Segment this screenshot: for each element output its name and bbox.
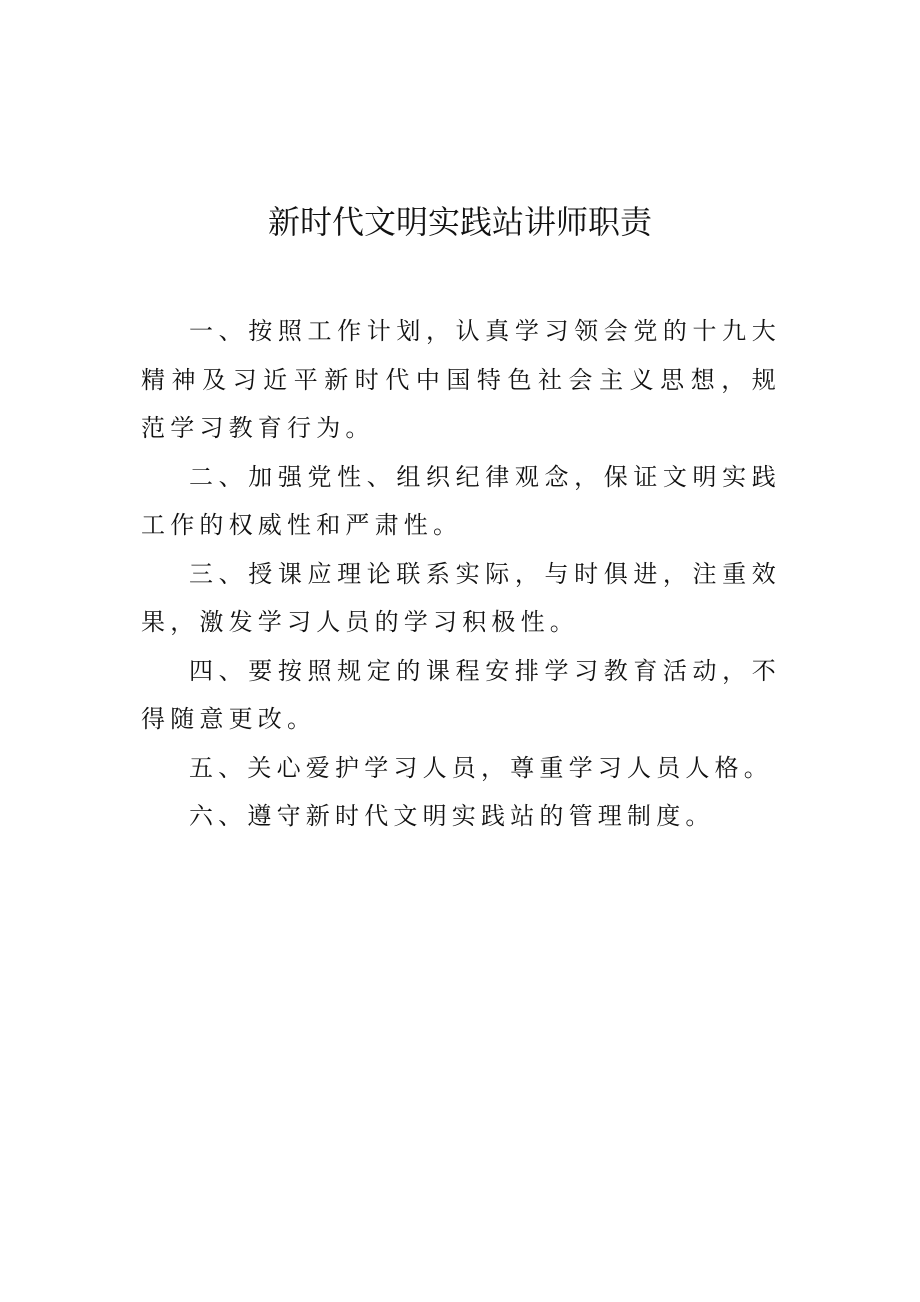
duty-item-6: 六、遵守新时代文明实践站的管理制度。 (189, 802, 715, 830)
document-body (141, 307, 781, 841)
duty-item-5: 五、关心爱护学习人员，尊重学习人员人格。 (189, 753, 773, 782)
duty-item-4: 四、要按照规定的课程安排学习教育活动，不得随意更改。 (141, 656, 781, 733)
duty-item-3: 三、授课应理论联系实际，与时俱进，注重效果，激发学习人员的学习积极性。 (141, 559, 781, 636)
duty-item-2: 二、加强党性、组织纪律观念，保证文明实践工作的权威性和严肃性。 (141, 462, 781, 539)
page-title: 新时代文明实践站讲师职责 (267, 203, 652, 241)
duty-item-1: 一、按照工作计划，认真学习领会党的十九大精神及习近平新时代中国特色社会主义思想，规范学习教育行为。 (141, 317, 781, 442)
